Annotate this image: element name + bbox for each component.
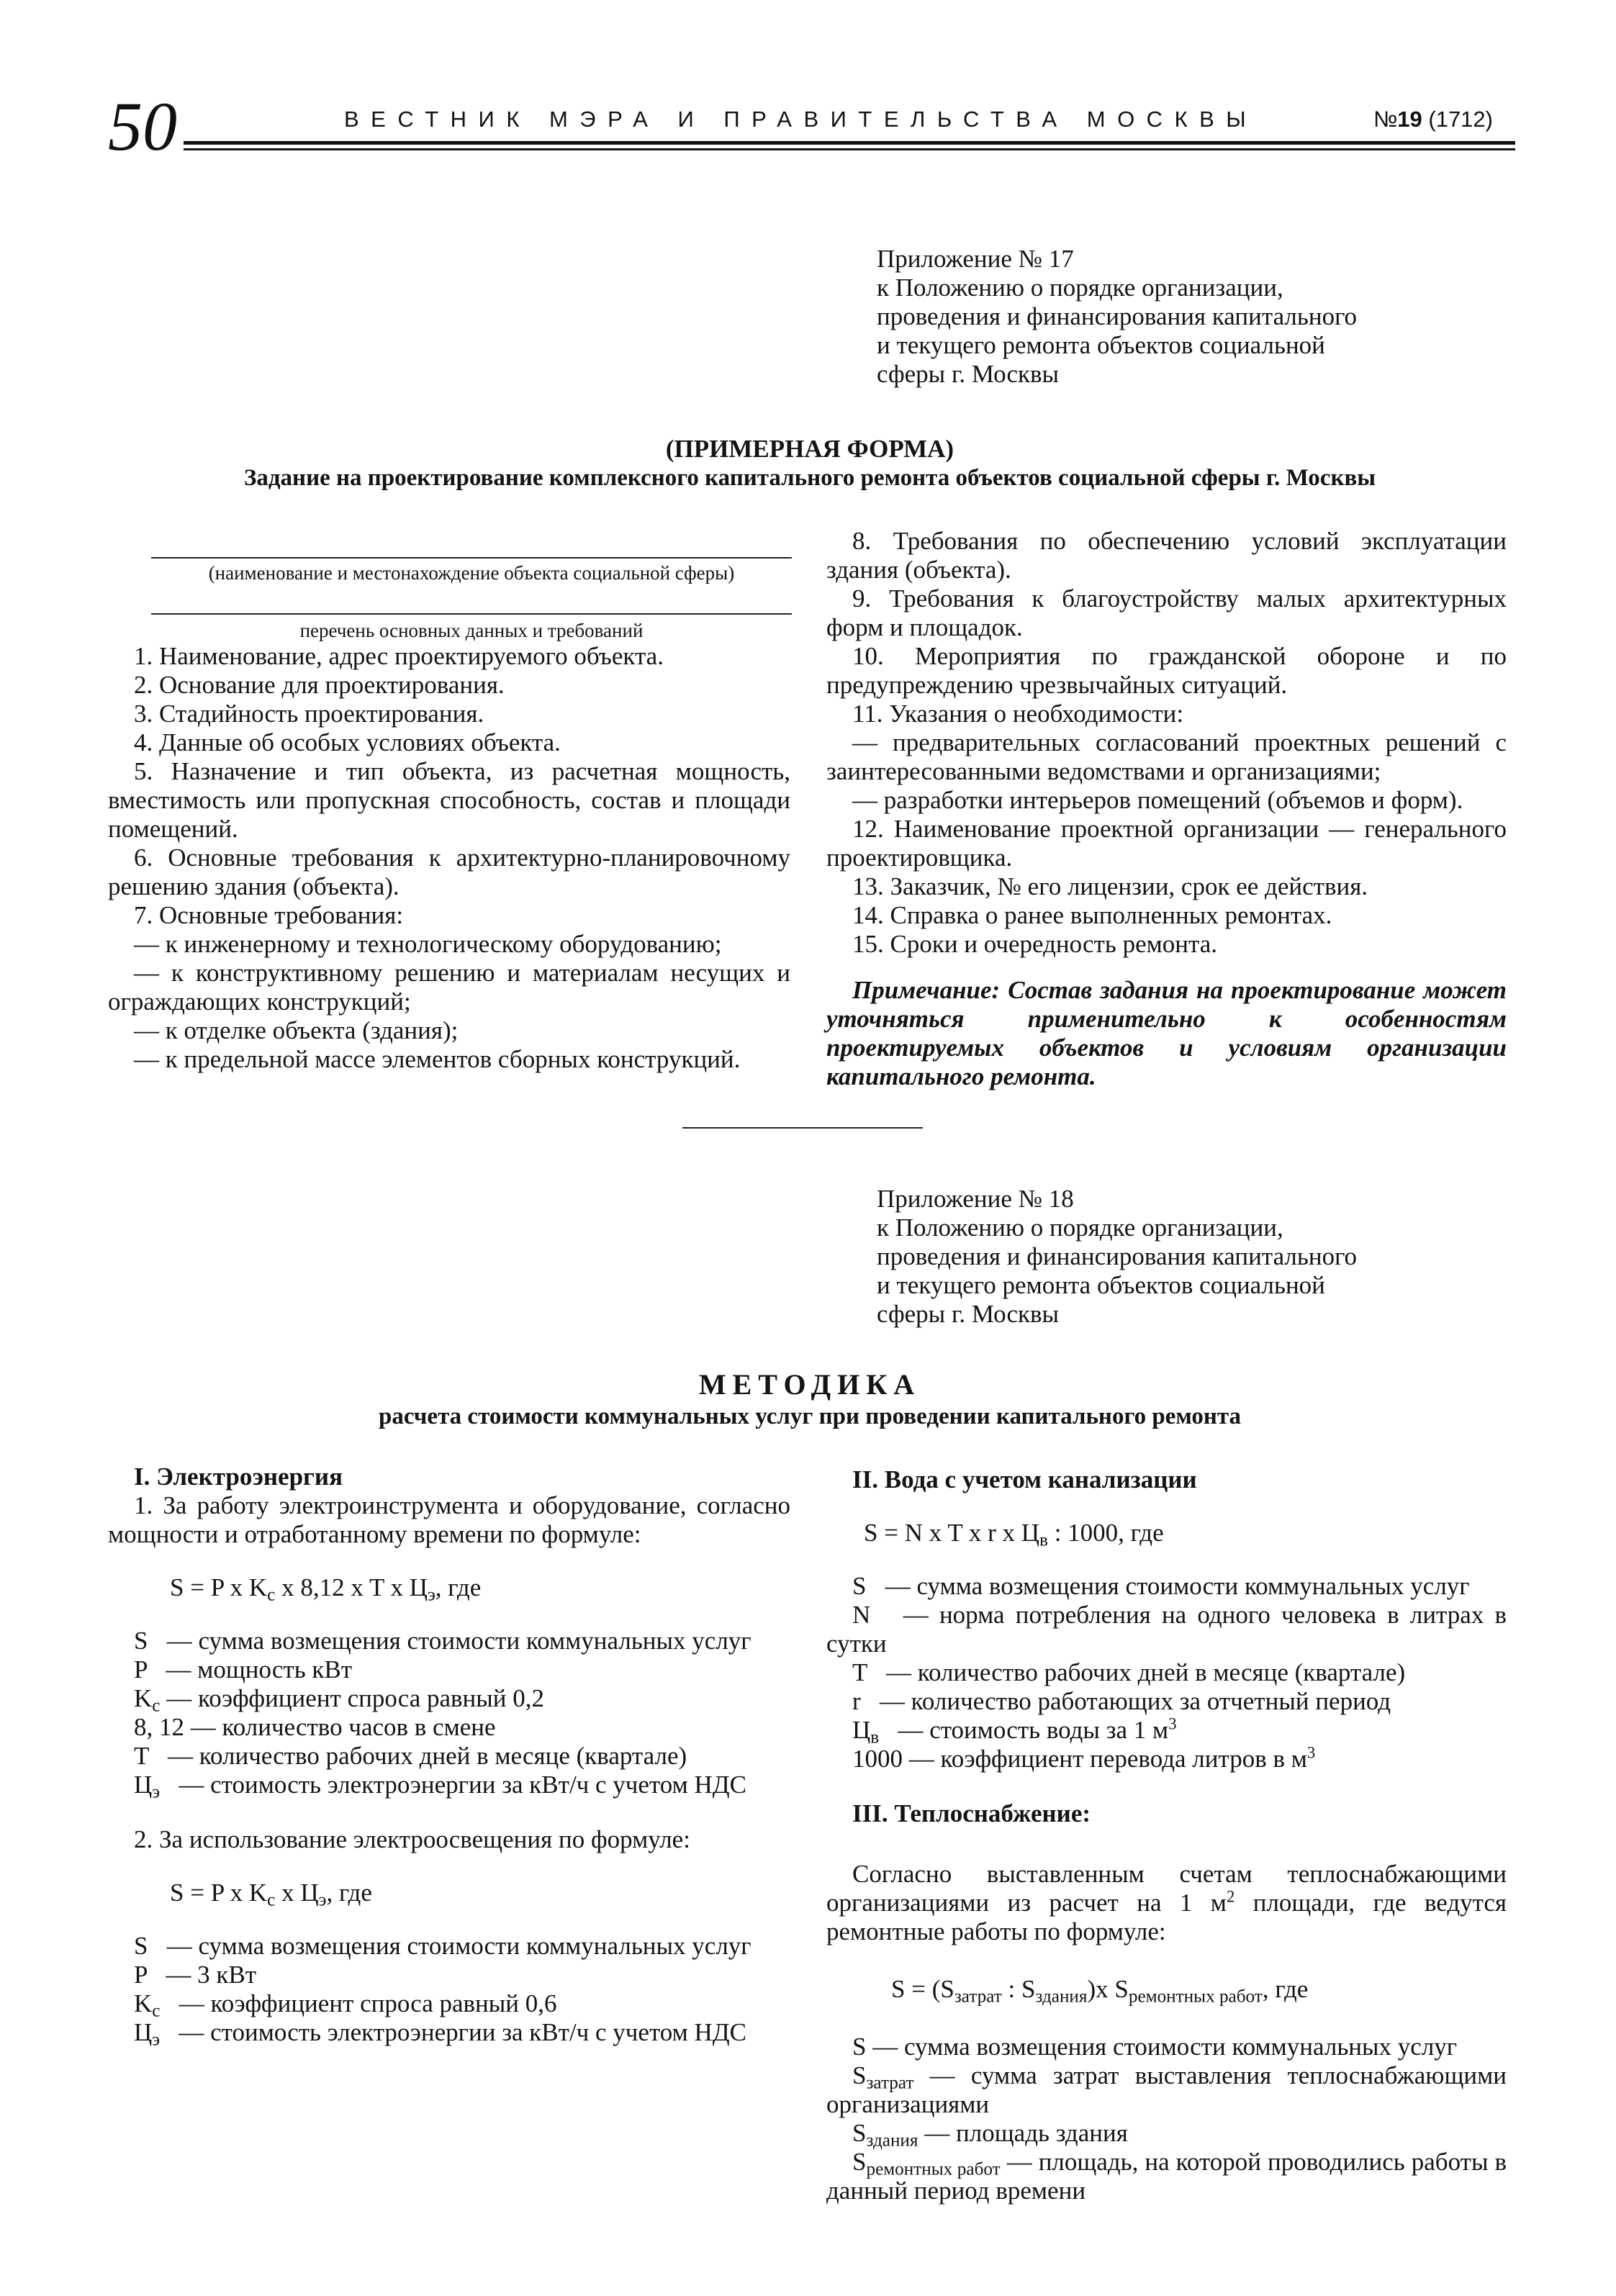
form-item: 2. Основание для проектирования. — [134, 671, 505, 699]
section-heading: III. Теплоснабжение: — [852, 1799, 1091, 1827]
object-name-label: (наименование и местонахождение объекта социальной сферы) — [208, 562, 735, 584]
definition: $S_{затрат}$ — сумма затрат выставления теплоснабжающими организациями — [826, 2061, 1507, 2118]
appendix-line: Приложение № 18 — [877, 1185, 1074, 1213]
section-separator — [682, 1127, 923, 1129]
definition: S — сумма возмещения стоимости коммунальных услуг — [852, 1572, 1470, 1600]
header-rule-thin — [184, 148, 1515, 150]
form-item: — предварительных согласований проектных решений с заинтересованными ведомствами и организациями; — [826, 728, 1507, 785]
appendix-line: проведения и финансирования капитального — [877, 302, 1358, 330]
definition: $S_{здания}$ — площадь здания — [852, 2119, 1128, 2151]
definition: 8, 12 — количество часов в смене — [134, 1713, 496, 1741]
form-item: 3. Стадийность проектирования. — [134, 700, 484, 728]
appendix-line: сферы г. Москвы — [877, 360, 1060, 388]
form-item: — к инженерному и технологическому оборудованию; — [134, 930, 722, 958]
definition: r — количество работающих за отчетный период — [852, 1687, 1391, 1715]
section-heading: I. Электроэнергия — [134, 1463, 343, 1491]
definition: $K_c$ — коэффициент спроса равный 0,2 — [134, 1684, 545, 1716]
definitions-list — [826, 2033, 1507, 2205]
definition: $K_c$ — коэффициент спроса равный 0,6 — [134, 1989, 557, 2021]
form-item: 12. Наименование проектной организации — генерального проектировщика. — [826, 815, 1507, 872]
definition: $Ц_э$ — стоимость электроэнергии за кВт/ч с учетом НДС — [134, 1771, 747, 1802]
form-item: 14. Справка о ранее выполненных ремонтах. — [852, 901, 1332, 929]
definition: $Ц_в$ — стоимость воды за 1 $м^3$ — [852, 1714, 1177, 1748]
formula: S = P x $K_c$ x 8,12 x T x $Ц_э$, где — [170, 1573, 482, 1605]
appendix-line: сферы г. Москвы — [877, 1300, 1060, 1328]
form-item: 5. Назначение и тип объекта, из расчетная мощность, вместимость или пропускная способность, состав и площади помещений. — [108, 757, 790, 843]
form-item: — к предельной массе элементов сборных конструкций. — [134, 1045, 741, 1073]
paragraph: 1. За работу электроинструмента и оборудование, согласно мощности и отработанному времени по формуле: — [108, 1491, 790, 1548]
formula: S = P x $K_c$ x $Ц_э$, где — [170, 1879, 372, 1910]
section-heading: II. Вода с учетом канализации — [852, 1465, 1197, 1493]
note-label: Примечание: — [852, 976, 1001, 1004]
form-item: 11. Указания о необходимости: — [852, 700, 1184, 728]
form-item: 9. Требования к благоустройству малых архитектурных форм и площадок. — [826, 584, 1507, 641]
appendix-line: к Положению о порядке организации, — [877, 274, 1283, 302]
water-heating-section — [826, 1465, 1507, 2205]
definitions-list — [826, 1572, 1507, 1773]
method-subtitle: расчета стоимости коммунальных услуг при проведении капитального ремонта — [378, 1404, 1242, 1429]
header-rule — [184, 141, 1515, 145]
form-item: 1. Наименование, адрес проектируемого объекта. — [134, 642, 664, 670]
form-item: — к конструктивному решению и материалам несущих и ограждающих конструкций; — [108, 959, 790, 1016]
definition: P — 3 кВт — [134, 1961, 257, 1989]
requirements-label: перечень основных данных и требований — [299, 620, 644, 641]
definition: S — сумма возмещения стоимости коммунальных услуг — [134, 1932, 751, 1960]
definition: S — сумма возмещения стоимости коммунальных услуг — [852, 2033, 1458, 2061]
form-item: — к отделке объекта (здания); — [134, 1016, 459, 1044]
paragraph: 2. За использование электроосвещения по формуле: — [134, 1825, 690, 1853]
form-item: 10. Мероприятия по гражданской обороне и по предупреждению чрезвычайных ситуаций. — [826, 642, 1507, 699]
form-item: 15. Сроки и очередность ремонта. — [852, 930, 1217, 958]
appendix-18-block — [877, 1185, 1525, 1329]
requirements-line — [151, 613, 792, 615]
form-item: 7. Основные требования: — [134, 901, 404, 929]
form-subtitle: Задание на проектирование комплексного капитального ремонта объектов социальной сферы г. Москвы — [243, 465, 1376, 491]
form-item: 4. Данные об особых условиях объекта. — [134, 728, 561, 756]
definitions-list — [108, 1627, 790, 1802]
definition: $S_{ремонтных работ}$ — площадь, на которой проводились работы в данный период времени — [826, 2148, 1507, 2205]
page-number: 50 — [108, 88, 177, 165]
object-name-line — [151, 557, 792, 559]
definitions-list — [108, 1932, 790, 2050]
journal-title: ВЕСТНИК МЭРА И ПРАВИТЕЛЬСТВА МОСКВЫ — [344, 107, 1258, 132]
form-item: 13. Заказчик, № его лицензии, срок ее действия. — [852, 872, 1368, 900]
definition: $Ц_э$ — стоимость электроэнергии за кВт/ч с учетом НДС — [134, 2018, 747, 2050]
formula: S = N x T x r x $Ц_в$ : 1000, где — [864, 1519, 1164, 1550]
method-title: МЕТОДИКА — [698, 1368, 921, 1401]
form-left-column — [108, 642, 790, 1074]
appendix-line: проведения и финансирования капитального — [877, 1242, 1358, 1270]
paragraph: Согласно выставленным счетам теплоснабжающими организациями из расчет на 1 $м^2$ площади, где ведутся ремонтные работы по формуле: — [826, 1860, 1507, 1945]
electricity-section — [108, 1463, 790, 2050]
form-title: (ПРИМЕРНАЯ ФОРМА) — [665, 435, 954, 463]
form-item: — разработки интерьеров помещений (объемов и форм). — [852, 786, 1463, 814]
definition: S — сумма возмещения стоимости коммунальных услуг — [134, 1627, 751, 1655]
appendix-line: Приложение № 17 — [877, 245, 1074, 273]
form-note — [826, 976, 1507, 1091]
appendix-line: к Положению о порядке организации, — [877, 1213, 1283, 1242]
issue-number: №19 (1712) — [1373, 107, 1493, 132]
form-right-column — [826, 527, 1507, 1091]
form-item: 6. Основные требования к архитектурно-планировочному решению здания (объекта). — [108, 844, 790, 900]
form-item: 8. Требования по обеспечению условий эксплуатации здания (объекта). — [826, 527, 1507, 584]
definition: T — количество рабочих дней в месяце (квартале) — [134, 1742, 687, 1770]
definition: N — норма потребления на одного человека в литрах в сутки — [826, 1601, 1507, 1658]
formula: $S = (S_{затрат}$ : $S_{здания})x$ $S_{ремонтных работ}$, где — [891, 1975, 1309, 2007]
note-text: Состав задания на проектирование может уточняться применительно к особенностям проектируемых объектов и условиям организации капитального ремонта. — [826, 976, 1507, 1090]
definition: 1000 — коэффициент перевода литров в $м^3$ — [852, 1743, 1316, 1773]
appendix-17-block — [877, 245, 1525, 389]
definition: P — мощность кВт — [134, 1655, 353, 1683]
appendix-line: и текущего ремонта объектов социальной — [877, 1271, 1325, 1299]
appendix-line: и текущего ремонта объектов социальной — [877, 331, 1325, 359]
definition: T — количество рабочих дней в месяце (квартале) — [852, 1658, 1406, 1686]
